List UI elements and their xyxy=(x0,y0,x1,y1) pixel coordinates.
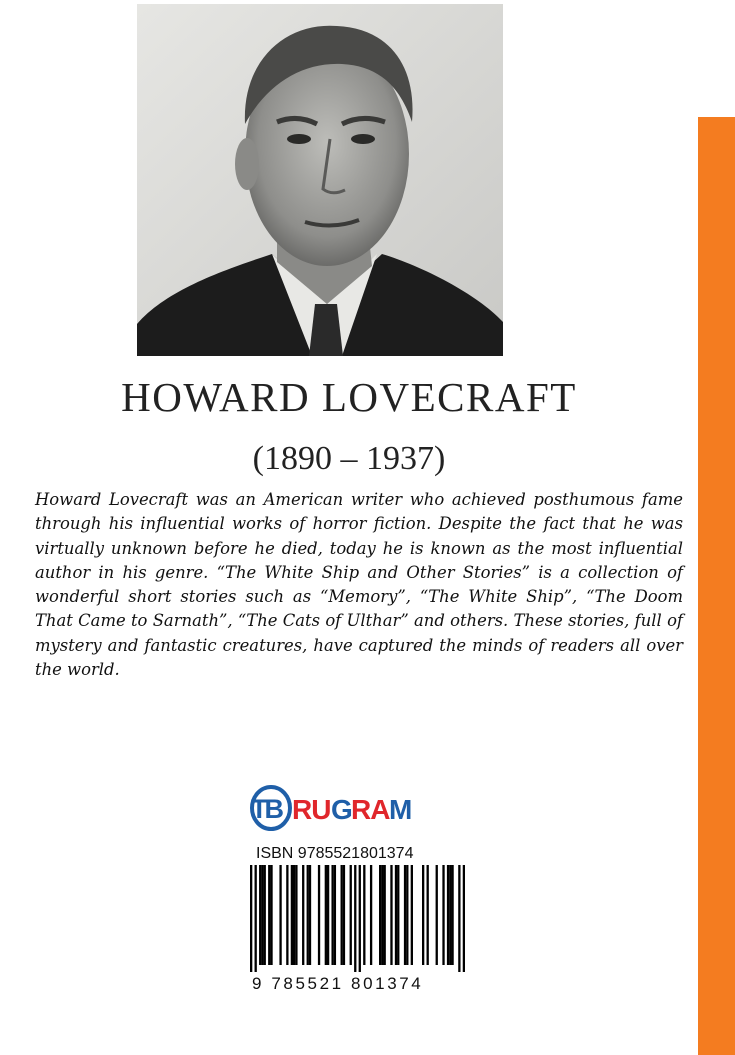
barcode-bar xyxy=(270,865,272,965)
barcode-bar xyxy=(359,865,361,972)
logo-g: G xyxy=(331,794,353,825)
logo-m: M xyxy=(389,794,413,825)
barcode-bar xyxy=(363,865,365,965)
barcode-bar xyxy=(397,865,399,965)
barcode-bar xyxy=(451,865,453,965)
barcode-bar xyxy=(293,865,295,965)
logo-prefix: TB xyxy=(251,794,281,824)
barcode-bar xyxy=(264,865,266,965)
barcode-bar xyxy=(331,865,333,965)
barcode-bar xyxy=(390,865,392,965)
barcode-bar xyxy=(343,865,345,965)
barcode-bar xyxy=(327,865,329,965)
barcode-bar xyxy=(442,865,444,965)
barcode-bar xyxy=(261,865,263,965)
barcode-bar xyxy=(381,865,383,965)
barcode-bar xyxy=(449,865,451,965)
isbn-label: ISBN 9785521801374 xyxy=(256,845,414,862)
barcode-bar xyxy=(436,865,438,965)
barcode-bar xyxy=(384,865,386,965)
spine-accent-stripe xyxy=(698,117,735,1055)
book-description-text: Howard Lovecraft was an American writer who achieved posthumous fame through his influential works of horror fiction. Despite the fact that he was virtually unknown before he died, today he is known as the most influential author in his genre. “The White Ship and Other Stories” is a collection of wonderful short stories such as “Memory”, “The White Ship”, “The Doom That Came to Sarnath”, “The Cats of Ulthar” and others. These stories, full of mystery and fantastic creatures, have captured the minds of readers all over the world. xyxy=(35,490,683,680)
author-years: (1890 – 1937) xyxy=(252,440,446,477)
barcode-bar xyxy=(279,865,281,965)
isbn-barcode xyxy=(250,865,465,972)
barcode-bar xyxy=(268,865,270,965)
barcode-bar xyxy=(354,865,356,972)
barcode-bar xyxy=(370,865,372,965)
book-description xyxy=(35,488,683,682)
barcode-bar xyxy=(334,865,336,965)
author-portrait-drawing xyxy=(137,4,503,356)
barcode-bar xyxy=(286,865,288,965)
logo-ru: RU xyxy=(292,794,331,825)
barcode-bar xyxy=(350,865,352,965)
barcode-bar xyxy=(302,865,304,965)
barcode-bar xyxy=(395,865,397,965)
barcode-bar xyxy=(447,865,449,965)
barcode-bar xyxy=(250,865,252,972)
logo-ra: RA xyxy=(351,794,390,825)
barcode-bar xyxy=(422,865,424,965)
barcode-bar xyxy=(458,865,460,972)
barcode-bar xyxy=(406,865,408,965)
barcode-bar xyxy=(325,865,327,965)
barcode-digits: 9 785521 801374 xyxy=(252,974,424,993)
publisher-logo xyxy=(247,783,417,833)
author-name: HOWARD LOVECRAFT xyxy=(121,374,577,420)
barcode-bar xyxy=(255,865,257,972)
barcode-bar xyxy=(463,865,465,972)
author-portrait xyxy=(137,4,503,356)
barcode-bar xyxy=(259,865,261,965)
barcode-bar xyxy=(341,865,343,965)
barcode-bar xyxy=(291,865,293,965)
barcode-bar xyxy=(404,865,406,965)
barcode-bar xyxy=(318,865,320,965)
barcode-bar xyxy=(379,865,381,965)
barcode-bar xyxy=(411,865,413,965)
barcode-bar xyxy=(307,865,309,965)
barcode-bar xyxy=(309,865,311,965)
barcode-bar xyxy=(295,865,297,965)
barcode-bar xyxy=(427,865,429,965)
